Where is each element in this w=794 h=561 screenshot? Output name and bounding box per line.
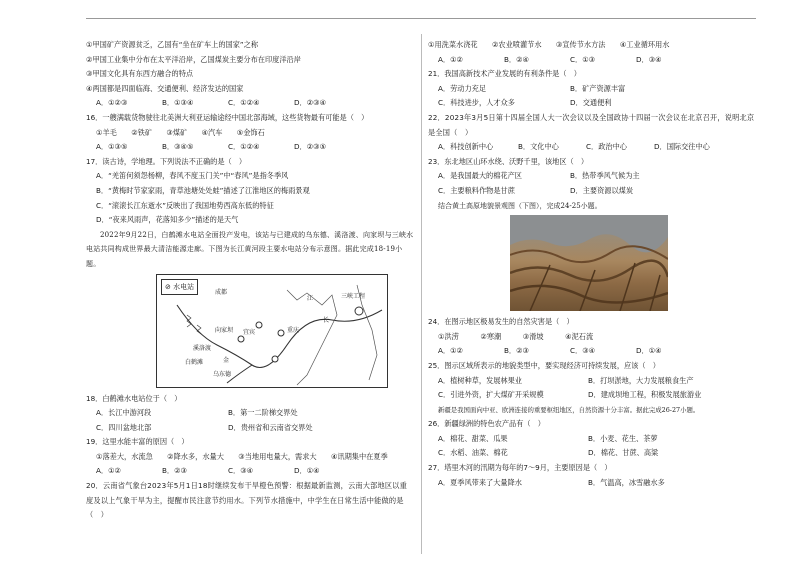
hydropower-map <box>156 274 388 388</box>
option-c[interactable]: C．①②④ <box>228 142 260 152</box>
map-label-xiangjiaba: 向家坝 <box>215 326 234 334</box>
option-d[interactable]: D．主要资源以煤炭 <box>570 185 634 195</box>
option-a[interactable]: A．①②③ <box>96 98 128 108</box>
option-c[interactable]: C．水稻、油菜、棉花 <box>438 448 508 458</box>
option-c[interactable]: C．①②④ <box>228 98 260 108</box>
question-23-options <box>428 169 758 184</box>
question-16-items: ①羊毛 ②铁矿 ③煤矿 ④汽车 ⑤金饰石 <box>96 127 265 137</box>
option-a[interactable]: A．夏季风带来了大量降水 <box>438 477 522 487</box>
option-b[interactable]: B．第一二阶梯交界处 <box>228 408 298 418</box>
hydropower-icon: ⊘ <box>165 282 171 291</box>
pre-item: ②甲国工业集中分布在太平洋沿岸，乙国煤炭主要分布在印度洋沿岸 <box>86 54 301 64</box>
question-16-options <box>86 140 414 155</box>
loess-terrain-drawing <box>510 215 668 311</box>
question-21-options <box>428 82 758 97</box>
option-b[interactable]: B．②④ <box>504 54 530 64</box>
option-a[interactable]: A．①③⑤ <box>96 142 128 152</box>
option-c[interactable]: C．③④ <box>570 346 596 356</box>
option-d[interactable]: D．①④ <box>636 346 662 356</box>
option-a[interactable]: A．劳动力充足 <box>438 83 487 93</box>
question-18-options-2 <box>86 421 414 436</box>
option-b[interactable]: B．矿产资源丰富 <box>570 83 626 93</box>
question-20-items: ①用洗菜水浇花 ②农业喷灌节水 ③宣传节水方法 ④工业循环用水 <box>428 40 670 49</box>
question-24-stem: 24．在图示地区极易发生的自然灾害是（ ） <box>428 317 574 327</box>
option-b[interactable]: B．打坝淤地，大力发展粮食生产 <box>588 375 694 385</box>
question-20-stem: 20．云南省气象台2023年5月1日18时继续发布干旱橙色预警：根据最新监测，云南大部地区以重度及以上气象干旱为主，提醒市民注意节约用水。下列节水措施中，中学生在日常生活中能做的是（ ） <box>86 481 408 520</box>
option-b[interactable]: B．小麦、花生、茶萝 <box>588 433 658 443</box>
option-c[interactable]: C．科技进步，人才众多 <box>438 98 515 108</box>
map-label-wudongde: 乌东德 <box>213 370 232 378</box>
question-17-option-c[interactable]: C．“滚滚长江东逝水”反映出了我国地势西高东低的特征 <box>96 200 274 210</box>
question-20-options <box>428 53 758 68</box>
loess-plateau-photo <box>510 215 668 311</box>
question-17-option-d[interactable]: D．“夜来风雨声，花落知多少”描述的是天气 <box>96 215 239 225</box>
option-a[interactable]: A．是我国最大的棉花产区 <box>438 171 522 181</box>
question-27-stem: 27．塔里木河的汛期为每年的7～9月，主要原因是（ ） <box>428 463 612 473</box>
right-column <box>428 38 758 490</box>
option-b[interactable]: B．③④⑤ <box>162 142 194 152</box>
map-label-baihetan: 白鹤滩 <box>185 358 204 366</box>
option-a[interactable]: A．①② <box>438 346 463 356</box>
question-25-options-2 <box>428 388 758 403</box>
question-26-options <box>428 432 758 447</box>
option-b[interactable]: B．②③ <box>504 346 530 356</box>
map-label-jin: 金 <box>223 356 230 364</box>
question-17-option-b[interactable]: B．“黄梅时节家家雨，青草池塘处处蛙”描述了江淮地区的梅雨景观 <box>96 185 310 195</box>
question-17-option-a[interactable]: A．“羌笛何须怨杨柳，春风不度玉门关”中“春风”是指冬季风 <box>96 171 289 181</box>
top-rule <box>86 18 756 19</box>
map-label-chang: 长 <box>323 316 330 324</box>
map-label-three-gorges: 三峡工程 <box>341 292 366 300</box>
pre-item: ①甲国矿产资源贫乏，乙国有“坐在矿车上的国家”之称 <box>86 40 259 49</box>
pre-item: ④两国都是四面临海、交通便利、经济发达的国家 <box>86 83 244 93</box>
map-label-jiang: 江 <box>307 294 314 302</box>
question-17-stem: 17．读古诗，学地理。下列说法不正确的是（ ） <box>86 156 247 166</box>
question-22-options <box>428 140 758 155</box>
option-c[interactable]: C．③④ <box>228 466 254 476</box>
question-19-stem: 19．这里水能丰富的原因（ ） <box>86 437 189 447</box>
question-18-stem: 18．白鹤滩水电站位于（ ） <box>86 393 182 403</box>
option-b[interactable]: B．文化中心 <box>518 142 559 152</box>
pre-item: ③甲国文化具有东西方融合的特点 <box>86 69 194 79</box>
map-label-yibin: 宜宾 <box>243 328 256 336</box>
question-25-options <box>428 374 758 389</box>
option-d[interactable]: D．棉花、甘蔗、高粱 <box>588 448 659 458</box>
option-a[interactable]: A．①② <box>96 466 121 476</box>
question-26-stem: 26．新疆绿洲的特色农产品有（ ） <box>428 419 545 429</box>
question-24-options <box>428 344 758 359</box>
question-16-stem: 16．一艘满载货物驶往北美洲大利亚运输途经中国北部海域，这些货物最有可能是（ ） <box>86 112 369 122</box>
option-c[interactable]: C．政治中心 <box>586 142 627 152</box>
option-c[interactable]: C．①③ <box>570 54 596 64</box>
option-b[interactable]: B．②③ <box>162 466 188 476</box>
option-b[interactable]: B．气温高，冰雪融水多 <box>588 477 665 487</box>
option-a[interactable]: A．①② <box>438 54 463 64</box>
map-legend-label: 水电站 <box>173 282 195 291</box>
question-21-options-2 <box>428 96 758 111</box>
question-25-stem: 25．图示区域所表示的地貌类型中，要实现经济可持续发展，应该（ ） <box>428 360 660 370</box>
option-b[interactable]: B．热带季风气候为主 <box>570 171 640 181</box>
option-a[interactable]: A．植树种草，发展林果业 <box>438 375 522 385</box>
column-divider <box>421 34 422 554</box>
option-c[interactable]: C．四川盆地北部 <box>96 422 152 432</box>
question-27-options <box>428 476 758 491</box>
option-d[interactable]: D．③④ <box>636 54 662 64</box>
option-a[interactable]: A．棉花、甜菜、瓜果 <box>438 433 508 443</box>
question-26-options-2 <box>428 446 758 461</box>
map-drawing <box>157 275 387 387</box>
option-d[interactable]: D．交通便利 <box>570 98 612 108</box>
option-b[interactable]: B．①③④ <box>162 98 194 108</box>
question-21-stem: 21．我国高新技术产业发展的有利条件是（ ） <box>428 69 581 79</box>
map-label-chongqing: 重庆 <box>287 326 300 334</box>
option-c[interactable]: C．主要粮料作物是甘蔗 <box>438 185 515 195</box>
map-label-chengdu: 成都 <box>215 288 228 296</box>
option-c[interactable]: C．引进外资，扩大煤矿开采规模 <box>438 390 544 400</box>
option-d[interactable]: D．贵州省和云南省交界处 <box>228 422 313 432</box>
option-d[interactable]: D．②③④ <box>294 98 327 108</box>
question-18-options <box>86 406 414 421</box>
question-19-items: ①落差大，水流急 ②降水多，水量大 ③当地用电量大，需求大 ④讯期集中在夏季 <box>96 451 388 461</box>
option-a[interactable]: A．长江中游河段 <box>96 408 152 418</box>
left-column <box>86 38 414 523</box>
map-label-xiluodu: 溪洛渡 <box>193 344 212 352</box>
question-22-stem: 22．2023年3月5日第十四届全国人大一次会议以及全国政协十四届一次会议在北京召开，说明北京是全国（ ） <box>428 112 755 137</box>
intro-26-27: 新疆是我国面向中亚、欧洲连接的重要枢纽地区，自然资源十分丰富。据此完成26-27小题。 <box>438 405 700 414</box>
question-24-items: ①洪涝 ②寒潮 ③滑坡 ④泥石流 <box>438 331 594 341</box>
option-d[interactable]: D．建成坝地工程，积极发展旅游业 <box>588 390 702 400</box>
option-d[interactable]: D．②③⑤ <box>294 142 327 152</box>
question-23-options-2 <box>428 184 758 199</box>
pre-options <box>86 96 414 111</box>
question-23-stem: 23．东北地区山环水绕、沃野千里，该地区（ ） <box>428 156 589 166</box>
option-d[interactable]: D．国际交往中心 <box>654 142 710 152</box>
option-a[interactable]: A．科技创新中心 <box>438 142 494 152</box>
intro-18-19: 2022年9月22日，白鹤滩水电站全面投产发电，该站与已建成的乌东德、溪洛渡、向家坝与三峡水电站共同构成世界最大清洁能源走廊。下图为长江黄河段主要水电站分布示意图。据此完成18-19小题。 <box>86 230 414 268</box>
intro-24-25: 结合黄土高原地貌景观图（下图），完成24-25小题。 <box>438 201 602 210</box>
question-19-options <box>86 464 414 479</box>
option-d[interactable]: D．①④ <box>294 466 320 476</box>
